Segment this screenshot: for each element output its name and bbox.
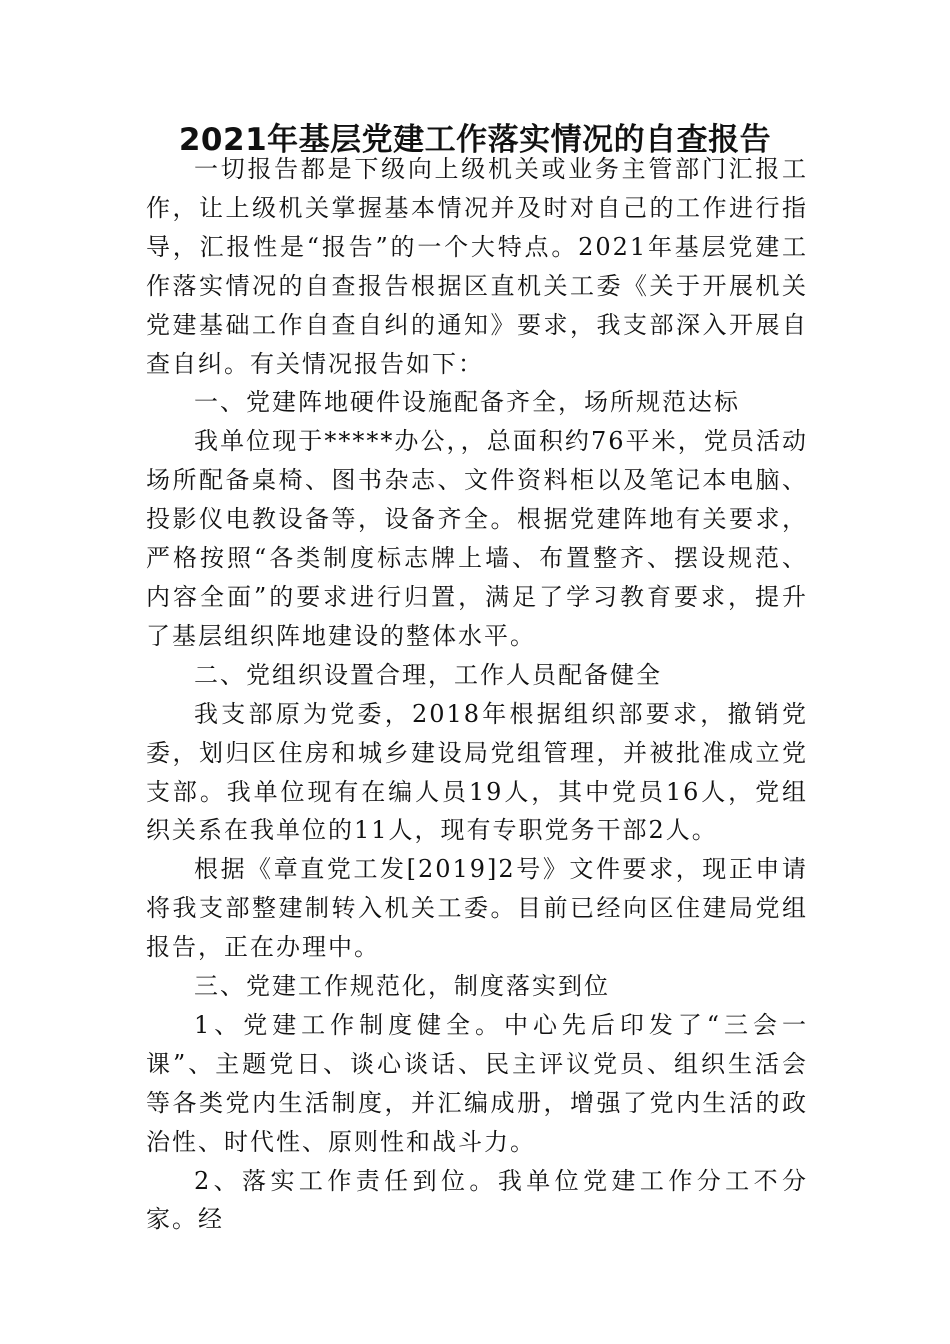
section-heading-2: 二、党组织设置合理，工作人员配备健全: [194, 660, 662, 689]
intro-paragraph: 一切报告都是下级向上级机关或业务主管部门汇报工作，让上级机关掌握基本情况并及时对自己的工作进行指导，汇报性是“报告”的一个大特点。2021年基层党建工作落实情况的自查报告根据区直机关工委《关于开展机关党建基础工作自查自纠的通知》要求，我支部深入开展自查自纠。有关情况报告如下：: [146, 155, 808, 378]
section-heading-1: 一、党建阵地硬件设施配备齐全，场所规范达标: [194, 388, 740, 417]
section-2-paragraph-2: 根据《章直党工发[2019]2号》文件要求，现正申请将我支部整建制转入机关工委。目前已经向区住建局党组报告，正在办理中。: [146, 855, 808, 962]
section-heading-3: 三、党建工作规范化，制度落实到位: [194, 972, 610, 1001]
section-3-item-1: 1、党建工作制度健全。中心先后印发了“三会一课”、主题党日、谈心谈话、民主评议党员、组织生活会等各类党内生活制度，并汇编成册，增强了党内生活的政治性、时代性、原则性和战斗力。: [146, 1010, 808, 1156]
document-title: 2021年基层党建工作落实情况的自查报告: [178, 122, 772, 158]
section-2-paragraph-1: 我支部原为党委，2018年根据组织部要求，撤销党委，划归区住房和城乡建设局党组管理，并被批准成立党支部。我单位现有在编人员19人，其中党员16人，党组织关系在我单位的11人，现有专职党务干部2人。: [146, 699, 808, 845]
section-3-item-2: 2、落实工作责任到位。我单位党建工作分工不分家。经: [146, 1166, 808, 1234]
document-body: [146, 150, 808, 1239]
section-1-paragraph: 我单位现于*****办公，，总面积约76平米，党员活动场所配备桌椅、图书杂志、文件资料柜以及笔记本电脑、投影仪电教设备等，设备齐全。根据党建阵地有关要求，严格按照“各类制度标志牌上墙、布置整齐、摆设规范、内容全面”的要求进行归置，满足了学习教育要求，提升了基层组织阵地建设的整体水平。: [146, 427, 808, 650]
